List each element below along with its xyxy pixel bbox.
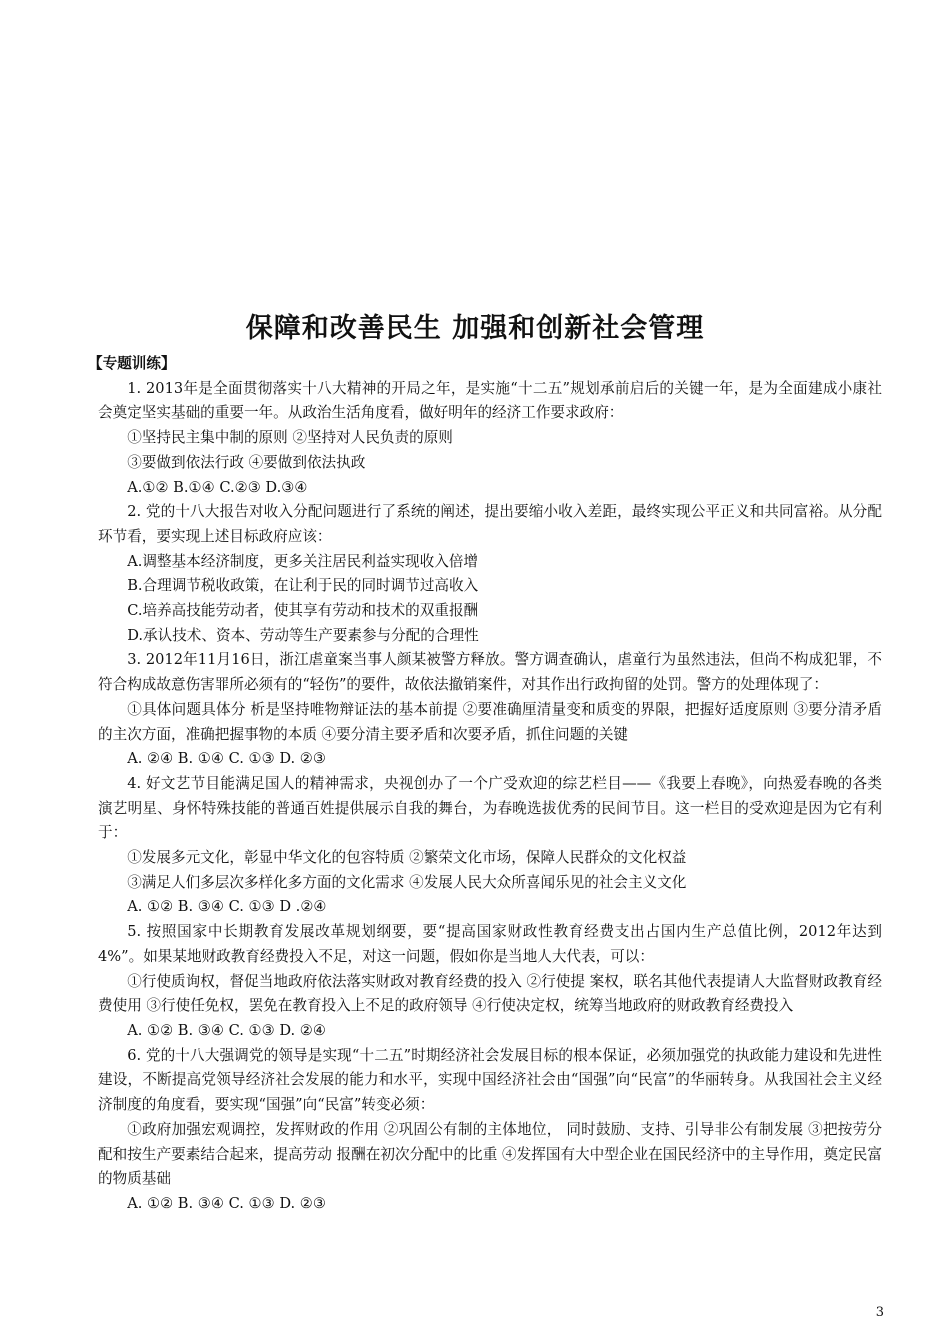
statement-line: ③满足人们多层次多样化多方面的文化需求 ④发展人民大众所喜闻乐见的社会主义文化 <box>127 873 687 891</box>
statement-block: ①政府加强宏观调控，发挥财政的作用 ②巩固公有制的主体地位， 同时鼓励、支持、引导非公有制发展 ③把按劳分配和按生产要素结合起来，提高劳动 报酬在初次分配中的比重 ④发挥国有大中型企业在国民经济中的主导作用，奠定民富的物质基础 <box>98 1120 882 1188</box>
answer-choice: D.承认技术、资本、劳动等生产要素参与分配的合理性 <box>127 626 479 644</box>
question-2 <box>98 500 882 648</box>
question-stem: 5. 按照国家中长期教育发展改革规划纲要，要“提高国家财政性教育经费支出占国内生产总值比例，2012年达到4%”。如果某地财政教育经费投入不足，对这一问题，假如你是当地人大代表，可以： <box>98 923 882 965</box>
question-4 <box>98 772 882 920</box>
section-heading: 【专题训练】 <box>88 355 176 372</box>
statement-block: ①具体问题具体分 析是坚持唯物辩证法的基本前提 ②要准确厘清量变和质变的界限，把握好适度原则 ③要分清矛盾的主次方面，准确把握事物的本质 ④要分清主要矛盾和次要矛盾，抓住问题的关键 <box>98 700 882 743</box>
statement-line: ①发展多元文化，彰显中华文化的包容特质 ②繁荣文化市场，保障人民群众的文化权益 <box>127 849 687 867</box>
question-stem: 2. 党的十八大报告对收入分配问题进行了系统的阐述，提出要缩小收入差距，最终实现公平正义和共同富裕。从分配环节看，要实现上述目标政府应该： <box>98 503 882 545</box>
question-stem: 6. 党的十八大强调党的领导是实现“十二五”时期经济社会发展目标的根本保证，必须加强党的执政能力建设和先进性建设，不断提高党领导经济社会发展的能力和水平，实现中国经济社会由“国强”向“民富”的华丽转身。从我国社会主义经济制度的角度看，要实现“国强”向“民富”转变必须： <box>98 1046 882 1114</box>
statement-block: ①行使质询权，督促当地政府依法落实财政对教育经费的投入 ②行使提 案权，联名其他代表提请人大监督财政教育经费使用 ③行使任免权，罢免在教育投入上不足的政府领导 ④行使决定权，统筹当地政府的财政教育经费投入 <box>98 972 882 1015</box>
page-title: 保障和改善民生 加强和创新社会管理 <box>245 313 705 344</box>
answer-choices: A. ①② B. ③④ C. ①③ D .②④ <box>127 898 327 916</box>
answer-choice: C.培养高技能劳动者，使其享有劳动和技术的双重报酬 <box>127 602 479 620</box>
question-1 <box>98 377 882 501</box>
question-stem: 3. 2012年11月16日，浙江虐童案当事人颜某被警方释放。警方调查确认，虐童行为虽然违法，但尚不构成犯罪，不符合构成故意伤害罪所必须有的“轻伤”的要件，故依法撤销案件，对其作出行政拘留的处罚。警方的处理体现了： <box>98 651 882 694</box>
answer-choices: A. ①② B. ③④ C. ①③ D. ②④ <box>127 1021 326 1039</box>
answer-choices: A.①② B.①④ C.②③ D.③④ <box>127 478 308 496</box>
page-number: 3 <box>875 1305 884 1320</box>
question-5 <box>98 920 882 1044</box>
document-body <box>88 352 882 1217</box>
answer-choices: A. ②④ B. ①④ C. ①③ D. ②③ <box>127 750 326 768</box>
question-stem: 4. 好文艺节目能满足国人的精神需求，央视创办了一个广受欢迎的综艺栏目——《我要上春晚》，向热爱春晚的各类演艺明星、身怀特殊技能的普通百姓提供展示自我的舞台，为春晚选拔优秀的民间节目。这一栏目的受欢迎是因为它有利于： <box>98 774 882 842</box>
answer-choice: A.调整基本经济制度，更多关注居民利益实现收入倍增 <box>127 552 479 570</box>
question-3 <box>98 648 882 772</box>
question-6 <box>98 1044 882 1217</box>
question-stem: 1. 2013年是全面贯彻落实十八大精神的开局之年，是实施“十二五”规划承前启后的关键一年，是为全面建成小康社会奠定坚实基础的重要一年。从政治生活角度看，做好明年的经济工作要求政府： <box>98 379 882 422</box>
answer-choice: B.合理调节税收政策，在让利于民的同时调节过高收入 <box>127 577 479 595</box>
statement-line: ①坚持民主集中制的原则 ②坚持对人民负责的原则 <box>127 429 453 447</box>
statement-line: ③要做到依法行政 ④要做到依法执政 <box>127 453 366 471</box>
answer-choices: A. ①② B. ③④ C. ①③ D. ②③ <box>127 1194 326 1212</box>
